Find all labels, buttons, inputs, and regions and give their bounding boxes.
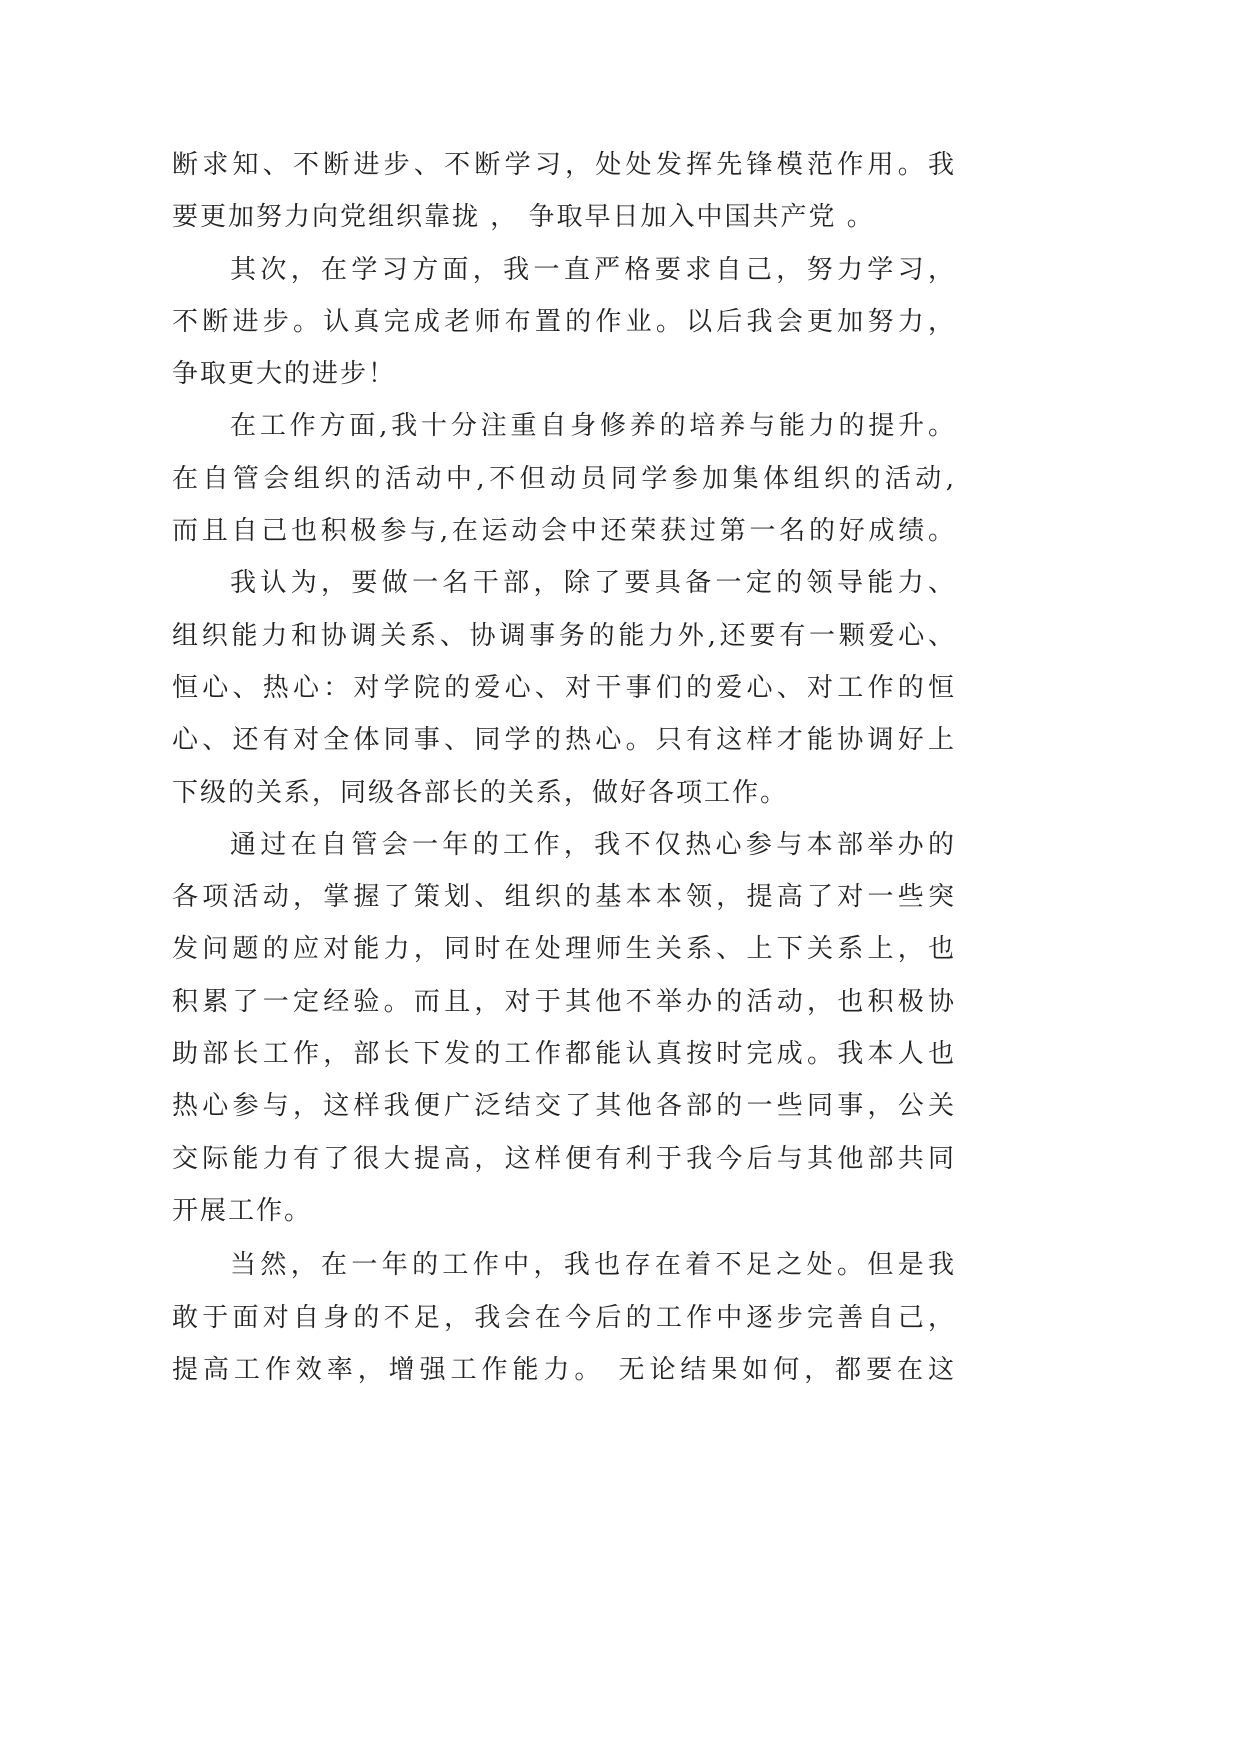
text-line: 我认为，要做一名干部，除了要具备一定的领导能力、 [230,568,956,599]
paragraph [172,819,956,1237]
text-line: 断求知、不断进步、不断学习，处处发挥先锋模范作用。我 [172,150,956,180]
text-line: 在自管会组织的活动中,不但动员同学参加集体组织的活动, [172,463,956,494]
text-line: 热心参与，这样我便广泛结交了其他各部的一些同事，公关 [172,1091,956,1122]
text-line: 各项活动，掌握了策划、组织的基本本领，提高了对一些突 [172,882,956,913]
text-line: 助部长工作，部长下发的工作都能认真按时完成。我本人也 [172,1039,956,1070]
text-line: 提高工作效率，增强工作能力。 无论结果如何，都要在这 [172,1354,956,1385]
text-line: 开展工作。 [172,1195,313,1226]
body-text [172,139,956,1396]
text-line: 交际能力有了很大提高，这样便有利于我今后与其他部共同 [172,1143,956,1174]
paragraph [172,139,956,244]
text-line: 组织能力和协调关系、协调事务的能力外,还要有一颗爱心、 [172,620,956,651]
text-line: 要更加努力向党组织靠拢 ， 争取早日加入中国共产党 。 [172,202,875,233]
text-line: 不断进步。认真完成老师布置的作业。以后我会更加努力， [172,306,956,337]
text-line: 下级的关系，同级各部长的关系，做好各项工作。 [172,777,789,808]
text-line: 积累了一定经验。而且，对于其他不举办的活动，也积极协 [172,986,956,1017]
text-line: 争取更大的进步！ [172,359,397,390]
text-line: 通过在自管会一年的工作，我不仅热心参与本部举办的 [230,829,956,860]
text-line: 敢于面对自身的不足，我会在今后的工作中逐步完善自己， [172,1302,956,1333]
paragraph [172,400,956,557]
paragraph [172,244,956,401]
text-line: 在工作方面,我十分注重自身修养的培养与能力的提升。 [230,411,956,442]
paragraph [172,1239,956,1396]
text-line: 而且自己也积极参与,在运动会中还荣获过第一名的好成绩。 [172,516,956,547]
text-line: 心、还有对全体同事、同学的热心。只有这样才能协调好上 [172,725,956,756]
paragraph [172,557,956,818]
text-line: 其次，在学习方面，我一直严格要求自己，努力学习， [230,254,956,285]
text-line: 恒心、热心：对学院的爱心、对干事们的爱心、对工作的恒 [172,672,956,703]
text-line: 发问题的应对能力，同时在处理师生关系、上下关系上，也 [172,934,956,965]
text-line: 当然，在一年的工作中，我也存在着不足之处。但是我 [230,1250,956,1281]
